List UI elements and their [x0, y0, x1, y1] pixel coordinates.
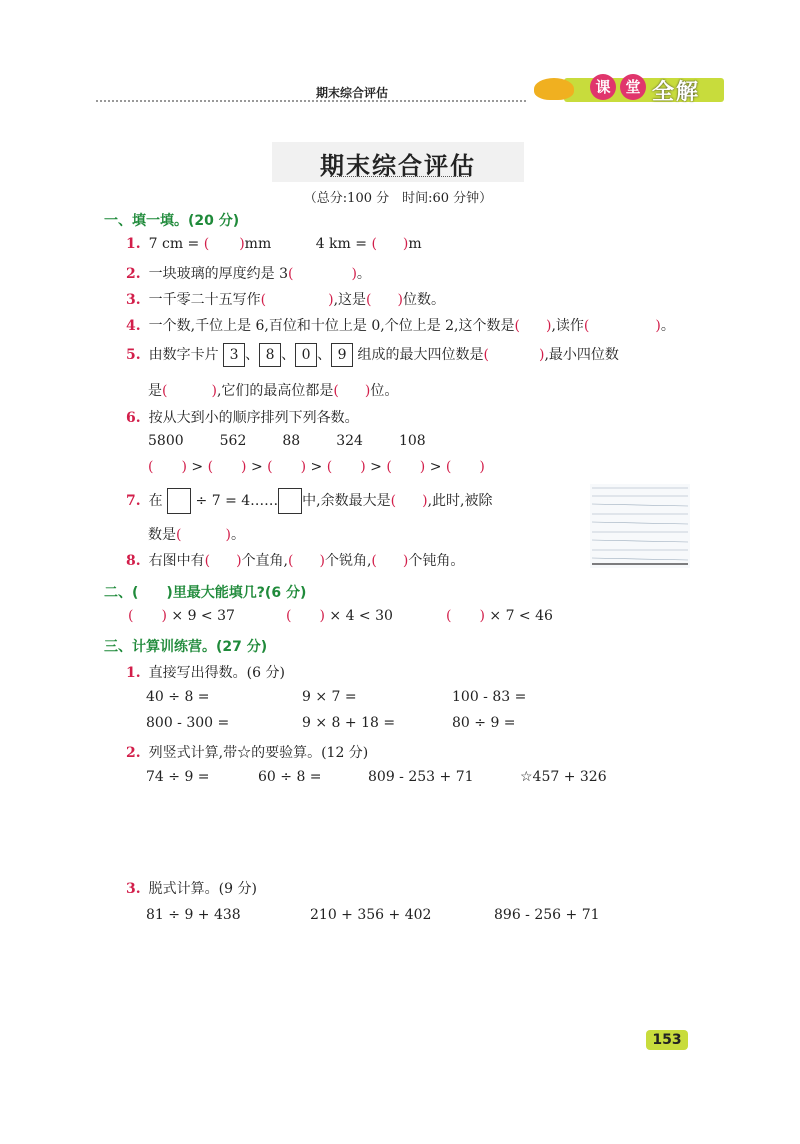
step-calc: 81 ÷ 9 + 438 — [146, 907, 241, 923]
question-1-5-cont: 是( ),它们的最高位都是( )位。 — [148, 383, 399, 399]
question-1-7-cont: 数是( )。 — [148, 527, 245, 543]
question-3-3: 3. 脱式计算。(9 分) — [126, 881, 257, 897]
mental-calc: 9 × 8 + 18 = — [302, 715, 396, 731]
mental-calc: 800 - 300 = — [146, 715, 230, 731]
section-2-heading: 二、( )里最大能填几?(6 分) — [104, 585, 307, 601]
logo-text: 全解 — [652, 80, 701, 105]
digit-card: 9 — [331, 343, 353, 367]
title-underline — [330, 176, 470, 177]
inequality-3: ( ) × 7 < 46 — [446, 608, 553, 624]
number-list: 5800 562 88 324 108 — [148, 433, 426, 449]
ordering-blanks: ( ) > ( ) > ( ) > ( ) > ( ) > ( ) — [148, 459, 485, 475]
header-title: 期末综合评估 — [316, 86, 389, 100]
question-1-2: 2. 一块玻璃的厚度约是 3( )。 — [126, 266, 371, 282]
header-dotted-rule — [96, 100, 526, 102]
book-logo — [534, 72, 724, 104]
vertical-calc: ☆457 + 326 — [520, 769, 607, 785]
section-3-heading: 三、计算训练营。(27 分) — [104, 639, 268, 655]
question-3-1: 1. 直接写出得数。(6 分) — [126, 665, 285, 681]
question-3-2: 2. 列竖式计算,带☆的要验算。(12 分) — [126, 745, 369, 761]
bear-mascot-icon — [534, 78, 574, 100]
inequality-1: ( ) × 9 < 37 — [128, 608, 235, 624]
question-1-7: 7. 在 ÷ 7 = 4…… 中,余数最大是( ),此时,被除 — [126, 488, 492, 514]
digit-card: 0 — [295, 343, 317, 367]
exam-title: 期末综合评估 — [320, 152, 476, 180]
dividend-box — [167, 488, 191, 514]
remainder-box — [278, 488, 302, 514]
question-1-4: 4. 一个数,千位上是 6,百位和十位上是 0,个位上是 2,这个数是( ),读作( )。 — [126, 318, 675, 334]
question-number: 1. — [126, 236, 141, 252]
mental-calc: 40 ÷ 8 = — [146, 689, 210, 705]
digit-card: 8 — [259, 343, 281, 367]
section-1-heading: 一、填一填。(20 分) — [104, 213, 240, 229]
logo-bubble-1: 课 — [590, 74, 616, 100]
angle-figure — [590, 484, 690, 568]
inequality-2: ( ) × 4 < 30 — [286, 608, 393, 624]
question-1-5: 5. 由数字卡片 3 、 8 、 0 、 9 组成的最大四位数是( ),最小四位数 — [126, 343, 619, 367]
mental-calc: 80 ÷ 9 = — [452, 715, 516, 731]
logo-bubble-2: 堂 — [620, 74, 646, 100]
page-number: 153 — [646, 1030, 688, 1050]
exam-subtitle: （总分:100 分 时间:60 分钟） — [303, 191, 493, 206]
question-1-8: 8. 右图中有( )个直角,( )个锐角,( )个钝角。 — [126, 553, 465, 569]
vertical-calc: 60 ÷ 8 = — [258, 769, 322, 785]
mental-calc: 100 - 83 = — [452, 689, 527, 705]
question-1-3: 3. 一千零二十五写作( ),这是( )位数。 — [126, 292, 445, 308]
question-1-6: 6. 按从大到小的顺序排列下列各数。 — [126, 410, 359, 426]
digit-card: 3 — [223, 343, 245, 367]
step-calc: 210 + 356 + 402 — [310, 907, 432, 923]
vertical-calc: 74 ÷ 9 = — [146, 769, 210, 785]
question-1-1: 1. 7 cm = ( )mm 4 km = ( )m — [126, 236, 422, 252]
mental-calc: 9 × 7 = — [302, 689, 357, 705]
vertical-calc: 809 - 253 + 71 — [368, 769, 474, 785]
step-calc: 896 - 256 + 71 — [494, 907, 600, 923]
